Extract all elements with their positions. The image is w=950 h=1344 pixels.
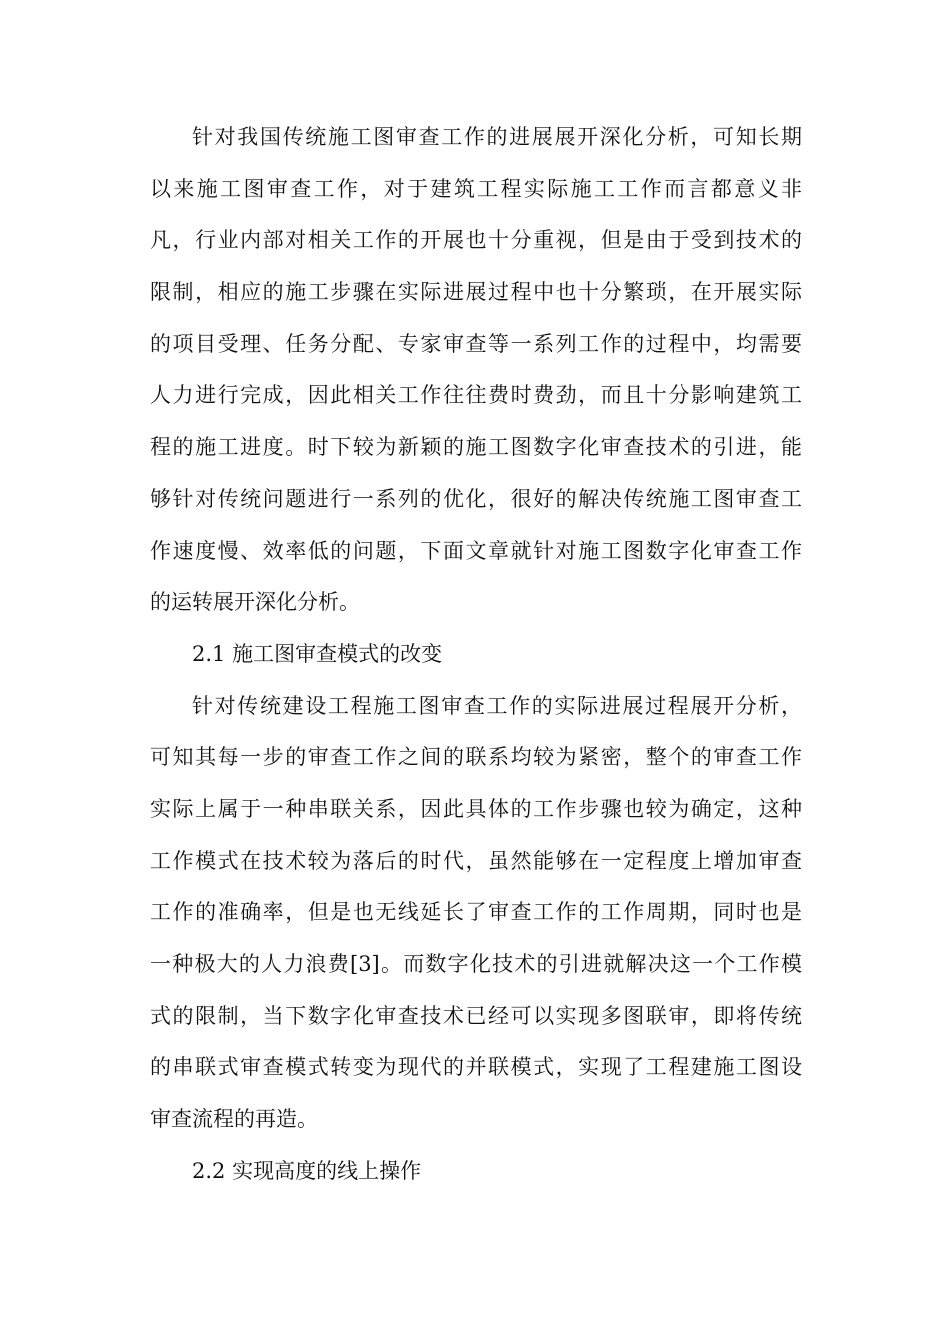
text-line: 的项目受理、任务分配、专家审查等一系列工作的过程中，均需要 <box>150 331 802 356</box>
text-line: 以来施工图审查工作，对于建筑工程实际施工工作而言都意义非 <box>150 176 802 201</box>
text-line: 够针对传统问题进行一系列的优化，很好的解决传统施工图审查工 <box>150 486 802 511</box>
text-line: 作速度慢、效率低的问题，下面文章就针对施工图数字化审查工作 <box>150 538 802 563</box>
text-line: 工作的准确率，但是也无线延长了审查工作的工作周期，同时也是 <box>150 900 802 925</box>
text-line: 的运转展开深化分析。 <box>150 590 360 615</box>
text-line: 一种极大的人力浪费[3]。而数字化技术的引进就解决这一个工作模 <box>150 952 802 976</box>
text-line: 的串联式审查模式转变为现代的并联模式，实现了工程建施工图设 <box>150 1055 802 1080</box>
text-line: 针对传统建设工程施工图审查工作的实际进展过程展开分析， <box>192 693 802 718</box>
text-line: 人力进行完成，因此相关工作往往费时费劲，而且十分影响建筑工 <box>150 383 802 408</box>
paragraph-intro <box>150 112 802 629</box>
text-line: 限制，相应的施工步骤在实际进展过程中也十分繁琐，在开展实际 <box>150 280 802 305</box>
text-line: 实际上属于一种串联关系，因此具体的工作步骤也较为确定，这种 <box>150 796 802 821</box>
document-page <box>150 112 802 1197</box>
text-line: 工作模式在技术较为落后的时代，虽然能够在一定程度上增加审查 <box>150 848 802 873</box>
text-line: 可知其每一步的审查工作之间的联系均较为紧密，整个的审查工作 <box>150 745 802 770</box>
section-heading-2-1: 2.1 施工图审查模式的改变 <box>192 641 443 666</box>
text-line: 式的限制，当下数字化审查技术已经可以实现多图联审，即将传统 <box>150 1003 802 1028</box>
text-line: 凡，行业内部对相关工作的开展也十分重视，但是由于受到技术的 <box>150 228 802 253</box>
text-line: 程的施工进度。时下较为新颖的施工图数字化审查技术的引进，能 <box>150 435 802 460</box>
section-heading-2-2: 2.2 实现高度的线上操作 <box>192 1158 422 1183</box>
paragraph-section-2-1 <box>150 681 802 1146</box>
text-line: 审查流程的再造。 <box>150 1107 318 1132</box>
text-line: 针对我国传统施工图审查工作的进展展开深化分析，可知长期 <box>192 125 802 149</box>
